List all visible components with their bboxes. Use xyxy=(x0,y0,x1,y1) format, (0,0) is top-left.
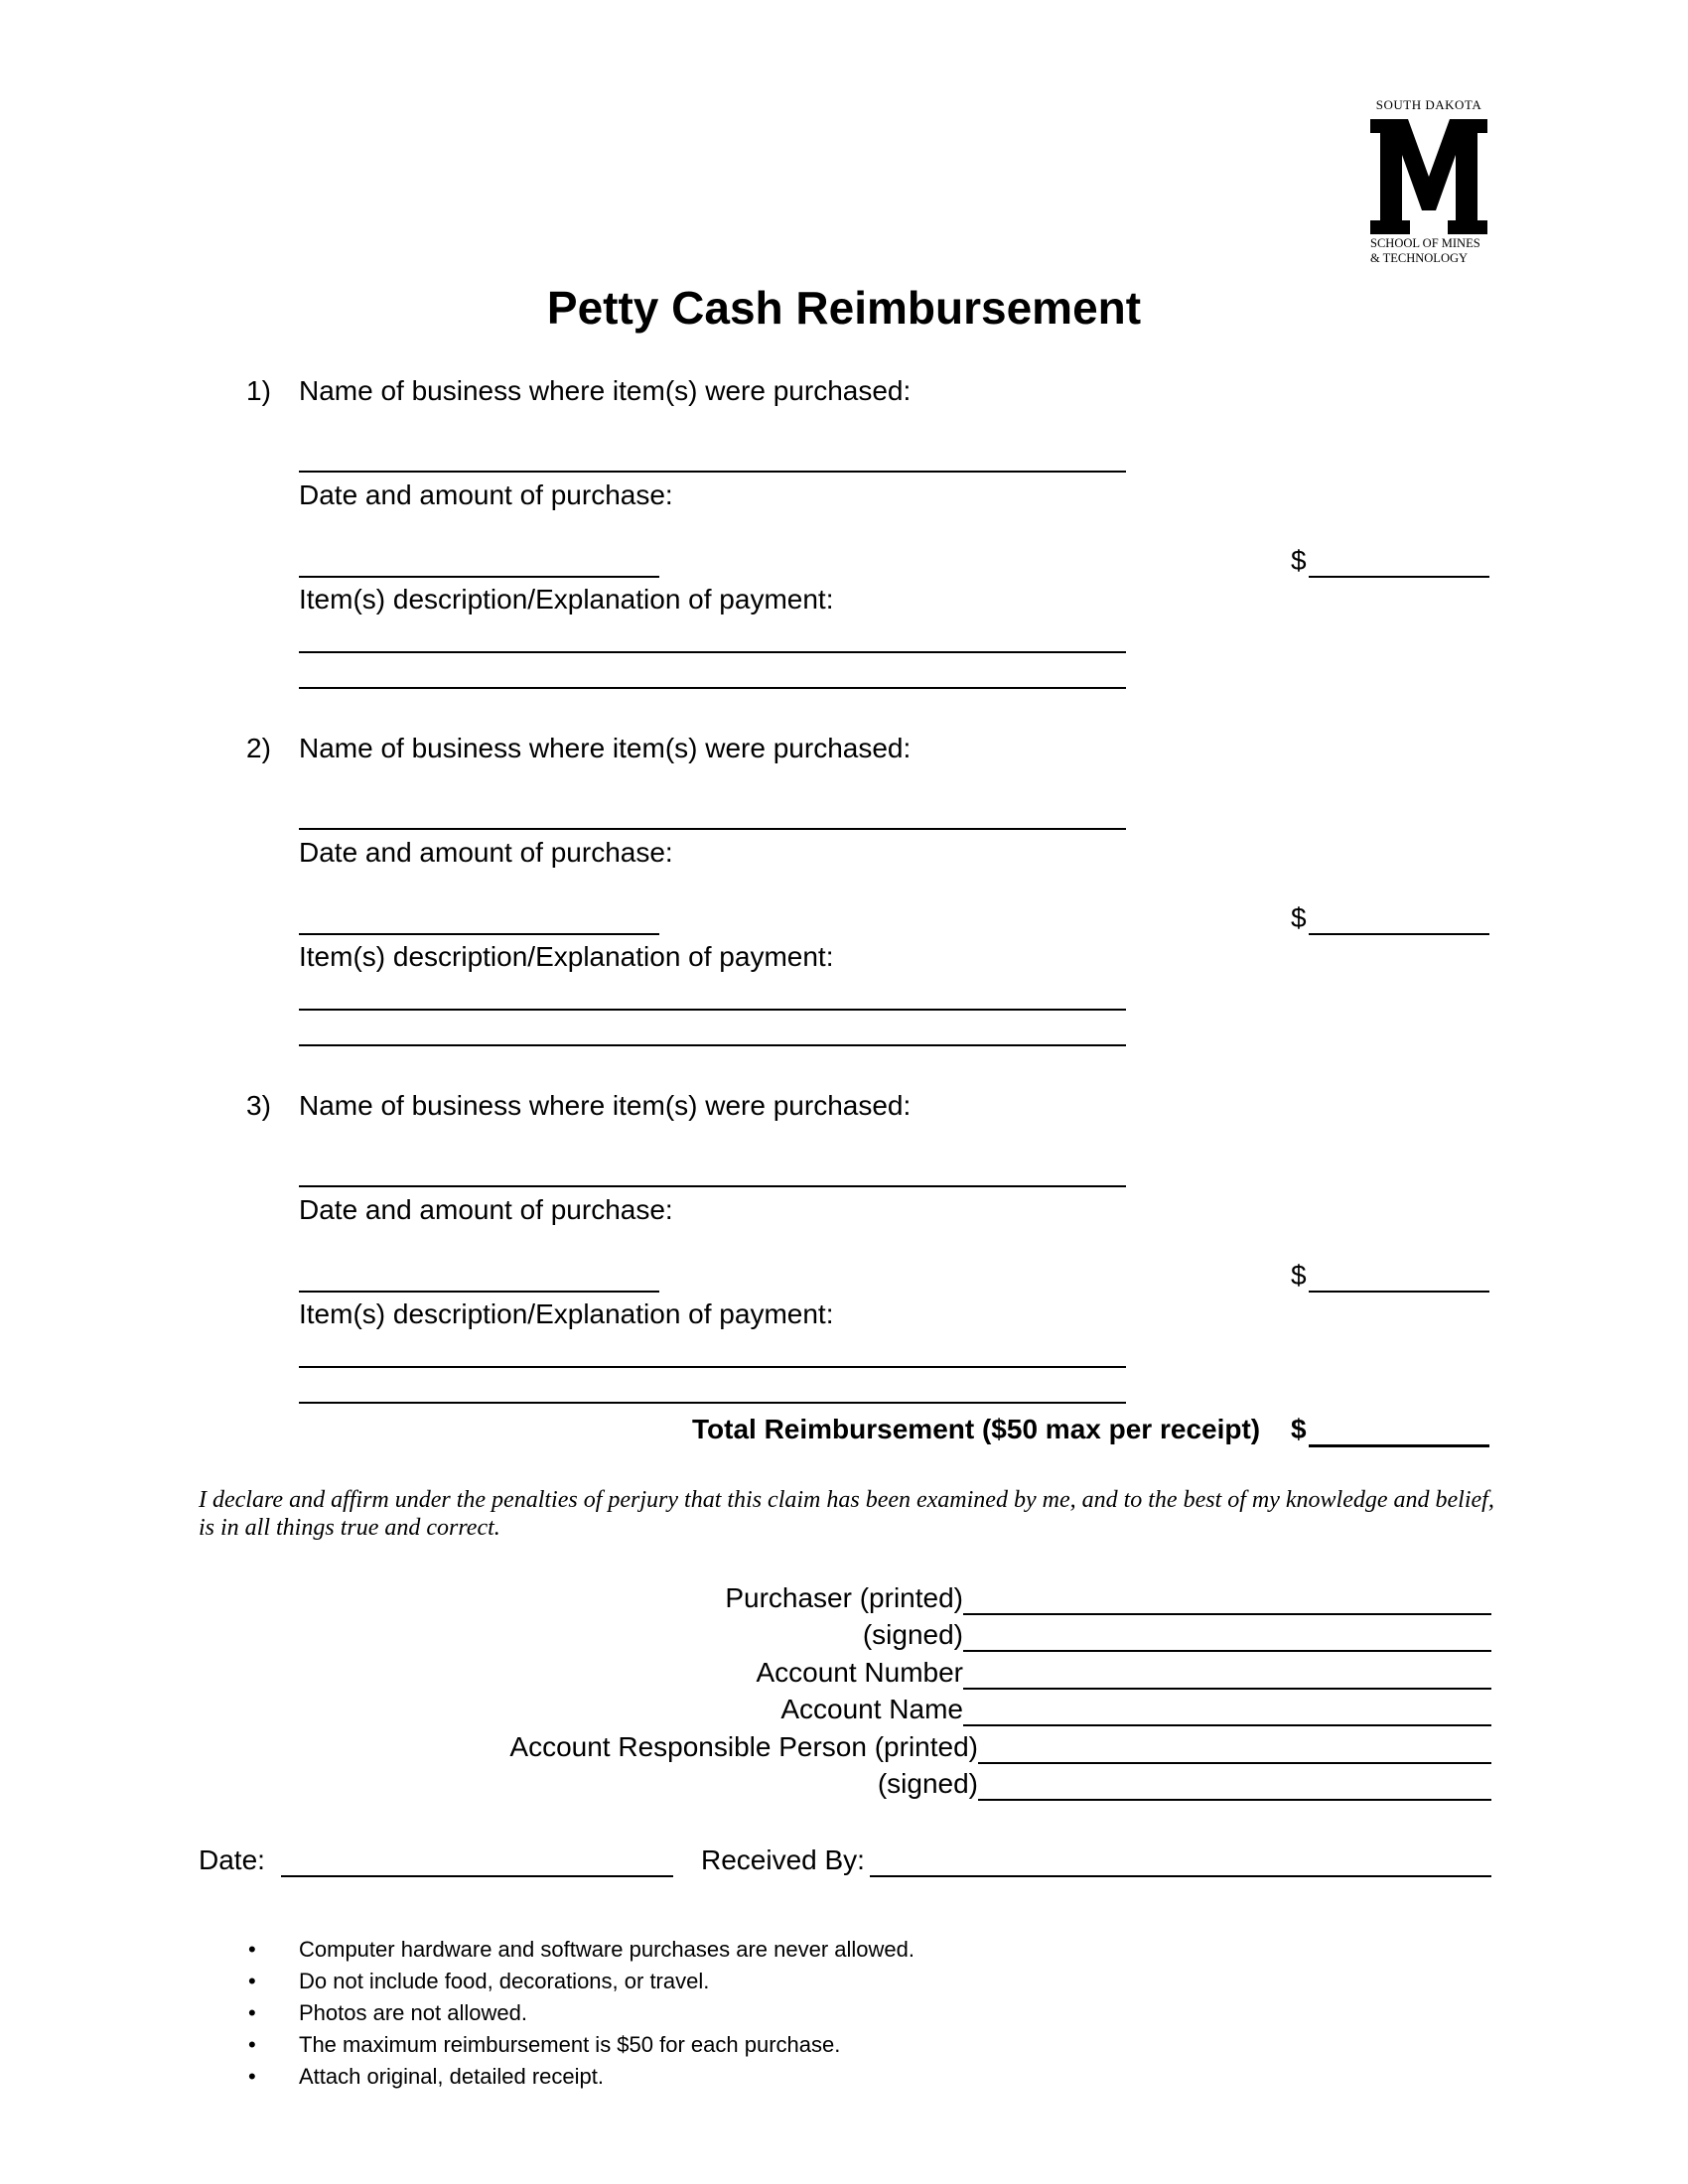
rules-list xyxy=(248,1934,914,2093)
received-by-label: Received By: xyxy=(701,1844,865,1875)
logo-bottom-text: SCHOOL OF MINES & TECHNOLOGY xyxy=(1370,236,1480,265)
purchaser-signed-label: (signed) xyxy=(862,1619,963,1650)
business-name-field[interactable] xyxy=(299,471,1126,473)
purchaser-printed-label: Purchaser (printed) xyxy=(725,1582,963,1613)
purchase-date-field[interactable] xyxy=(299,933,659,935)
responsible-person-printed-label: Account Responsible Person (printed) xyxy=(509,1731,978,1762)
responsible-person-signed-label: (signed) xyxy=(877,1768,978,1799)
purchase-amount-field[interactable] xyxy=(1309,933,1489,935)
logo-top-text: SOUTH DAKOTA xyxy=(1375,97,1482,112)
purchase-date-field[interactable] xyxy=(299,576,659,578)
total-reimbursement-label: Total Reimbursement ($50 max per receipt) xyxy=(692,1414,1261,1444)
bullet-icon: • xyxy=(248,1937,256,1962)
description-label: Item(s) description/Explanation of payment: xyxy=(299,584,834,614)
page-title: Petty Cash Reimbursement xyxy=(546,282,1142,334)
dollar-sign: $ xyxy=(1291,545,1307,576)
date-amount-label: Date and amount of purchase: xyxy=(299,837,673,868)
business-name-label: Name of business where item(s) were purchased: xyxy=(299,375,912,406)
responsible-person-signature-field[interactable] xyxy=(978,1799,1491,1801)
total-amount-field[interactable] xyxy=(1309,1444,1489,1447)
description-field-line-1[interactable] xyxy=(299,1366,1126,1368)
purchase-number: 2) xyxy=(246,733,271,763)
bullet-icon: • xyxy=(248,2064,256,2089)
business-name-field[interactable] xyxy=(299,1185,1126,1187)
rule-item: • The maximum reimbursement is $50 for each purchase. xyxy=(248,2029,914,2061)
description-field-line-2[interactable] xyxy=(299,1402,1126,1404)
bullet-icon: • xyxy=(248,2032,256,2057)
logo-m-letter xyxy=(1370,119,1487,234)
rule-item: • Photos are not allowed. xyxy=(248,1997,914,2029)
dollar-sign: $ xyxy=(1291,1260,1307,1291)
description-field-line-1[interactable] xyxy=(299,651,1126,653)
dollar-sign: $ xyxy=(1291,902,1307,933)
received-by-field[interactable] xyxy=(870,1875,1491,1877)
date-amount-label: Date and amount of purchase: xyxy=(299,1194,673,1225)
business-name-field[interactable] xyxy=(299,828,1126,830)
purchaser-signature-field[interactable] xyxy=(963,1650,1491,1652)
account-number-field[interactable] xyxy=(963,1688,1491,1690)
date-label: Date: xyxy=(199,1844,265,1875)
description-field-line-1[interactable] xyxy=(299,1009,1126,1011)
business-name-label: Name of business where item(s) were purchased: xyxy=(299,1090,912,1121)
account-name-label: Account Name xyxy=(780,1694,963,1724)
purchase-amount-field[interactable] xyxy=(1309,1291,1489,1293)
responsible-person-printed-field[interactable] xyxy=(978,1762,1491,1764)
description-field-line-2[interactable] xyxy=(299,1044,1126,1046)
purchaser-printed-field[interactable] xyxy=(963,1613,1491,1615)
bullet-icon: • xyxy=(248,2000,256,2025)
rule-item: • Computer hardware and software purchases are never allowed. xyxy=(248,1934,914,1966)
rule-item: • Do not include food, decorations, or travel. xyxy=(248,1966,914,1997)
purchase-date-field[interactable] xyxy=(299,1291,659,1293)
account-number-label: Account Number xyxy=(756,1657,963,1688)
description-label: Item(s) description/Explanation of payment: xyxy=(299,941,834,972)
purchase-number: 1) xyxy=(246,375,271,406)
total-dollar-sign: $ xyxy=(1291,1414,1307,1444)
account-name-field[interactable] xyxy=(963,1724,1491,1726)
school-logo xyxy=(1368,97,1489,271)
business-name-label: Name of business where item(s) were purchased: xyxy=(299,733,912,763)
perjury-declaration: I declare and affirm under the penalties of perjury that this claim has been examined by me, and to the best of my knowledge and belief, is in all things true and correct. xyxy=(199,1487,1494,1541)
purchase-amount-field[interactable] xyxy=(1309,576,1489,578)
date-field[interactable] xyxy=(281,1875,673,1877)
bullet-icon: • xyxy=(248,1969,256,1993)
description-label: Item(s) description/Explanation of payment: xyxy=(299,1298,834,1329)
description-field-line-2[interactable] xyxy=(299,687,1126,689)
rule-item: • Attach original, detailed receipt. xyxy=(248,2061,914,2093)
date-amount-label: Date and amount of purchase: xyxy=(299,479,673,510)
purchase-number: 3) xyxy=(246,1090,271,1121)
